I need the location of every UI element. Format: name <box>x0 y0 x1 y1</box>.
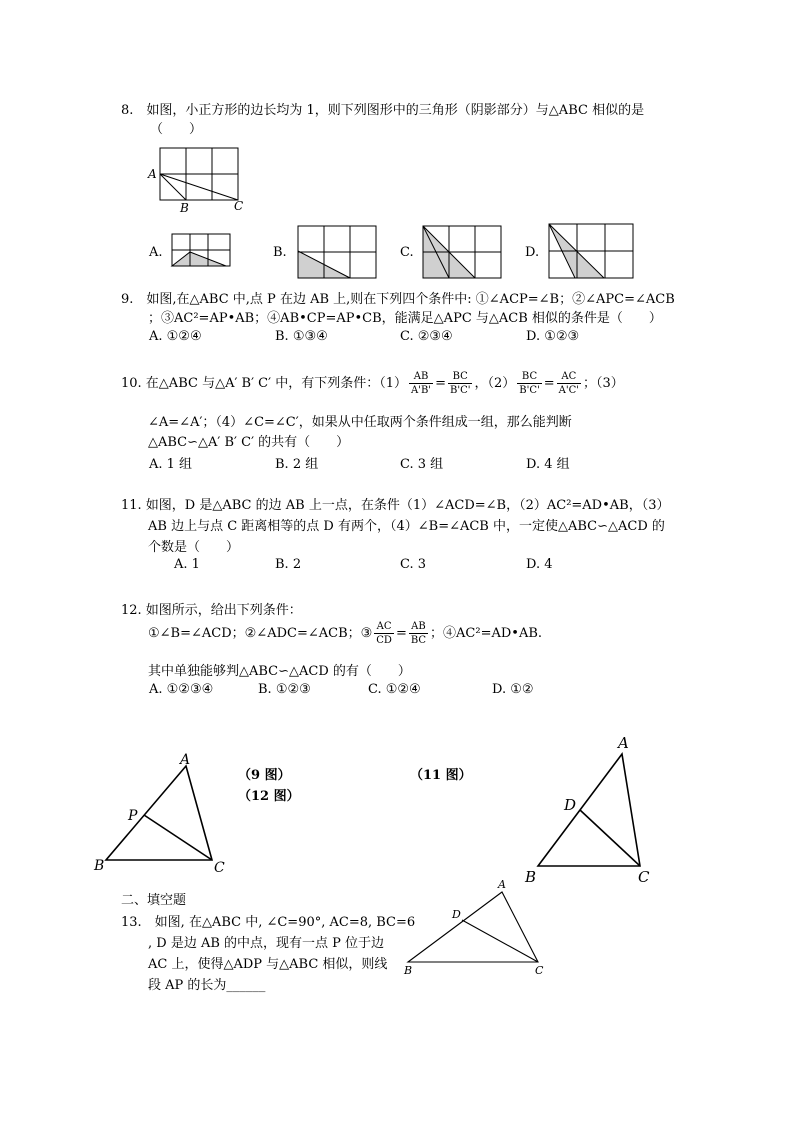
q12-option-a[interactable]: A. ①②③④ <box>149 682 214 697</box>
q8-option-d[interactable]: D. <box>525 245 540 260</box>
caption-fig11: （11 图） <box>410 768 472 783</box>
q11-line3: 个数是（ ） <box>148 540 240 555</box>
q11-line2: AB 边上与点 C 距离相等的点 D 有两个，（4）∠B=∠ACB 中，一定使△ABC∽△ACD 的 <box>148 519 665 534</box>
q12-frac1 <box>374 620 394 647</box>
q10-eq1: = <box>435 376 446 391</box>
q11-option-c[interactable]: C. 3 <box>400 557 427 572</box>
q8-line2: （ ） <box>150 122 203 137</box>
q12-option-c[interactable]: C. ①②④ <box>368 682 421 697</box>
fig9-triangle <box>90 748 240 878</box>
section2-title: 二、填空题 <box>121 893 187 908</box>
q12-line3: 其中单独能够判△ABC∽△ACD 的有（ ） <box>148 664 411 679</box>
q10-frac1 <box>409 370 433 397</box>
q10-frac4-den: A'C' <box>558 385 580 396</box>
fig11-label-d: D <box>564 796 577 814</box>
fig11-label-c: C <box>638 868 650 886</box>
q10-frac3-num: BC <box>517 370 542 384</box>
q8-option-c-figure <box>420 224 504 282</box>
q10-frac1-den: A'B' <box>410 385 432 396</box>
q10-frac1-num: AB <box>409 370 433 384</box>
q8-option-b-figure <box>295 224 379 282</box>
q8-option-b[interactable]: B. <box>273 245 287 260</box>
q8-option-c[interactable]: C. <box>400 245 414 260</box>
q8-option-d-figure <box>546 222 636 282</box>
q9-option-a[interactable]: A. ①②④ <box>149 329 202 344</box>
fig9-label-p: P <box>128 808 138 824</box>
q12-cond-b: ；④AC²=AD•AB. <box>430 626 543 641</box>
q11-option-a[interactable]: A. 1 <box>174 557 200 572</box>
q10-eq2: = <box>543 376 555 391</box>
q8-reference-figure <box>145 140 255 215</box>
q11-line1: 11. 如图，D 是△ABC 的边 AB 上一点，在条件（1）∠ACD=∠B，（2）AC²=AD•AB，（3） <box>121 498 670 513</box>
fig9-label-a: A <box>180 752 191 768</box>
q9-option-b[interactable]: B. ①③④ <box>275 329 328 344</box>
q8-option-a[interactable]: A. <box>149 245 163 260</box>
q10-frac2 <box>448 370 473 397</box>
q10-frac2-num: BC <box>448 370 473 384</box>
q13-line1: 13. 如图, 在△ABC 中, ∠C=90°, AC=8, BC=6 <box>121 915 416 930</box>
caption-fig9: （9 图） <box>238 768 291 783</box>
fig13-label-a: A <box>498 878 506 891</box>
q13-line2: , D 是边 AB 的中点，现有一点 P 位于边 <box>148 936 385 951</box>
q10-line1 <box>121 370 624 397</box>
fig11-label-b: B <box>525 868 537 886</box>
q10-option-a[interactable]: A. 1 组 <box>149 457 193 472</box>
q8-label-b: B <box>180 201 189 215</box>
q10-suffix: ；（3） <box>583 376 624 391</box>
fig11-label-a: A <box>618 734 629 752</box>
q12-option-d[interactable]: D. ①② <box>492 682 534 697</box>
q13-line4: 段 AP 的长为______ <box>148 978 266 993</box>
q12-cond-a: ①∠B=∠ACD；②∠ADC=∠ACB；③ <box>148 626 373 641</box>
q9-option-d[interactable]: D. ①②③ <box>526 329 580 344</box>
q8-label-c: C <box>234 199 244 213</box>
q12-line1: 12. 如图所示，给出下列条件： <box>121 603 302 618</box>
q10-frac4-num: AC <box>557 370 581 384</box>
fig11-triangle <box>520 732 660 892</box>
q12-eq: = <box>395 626 407 641</box>
q10-frac2-den: B'C' <box>449 385 471 396</box>
q8-line1: 8. 如图，小正方形的边长均为 1，则下列图形中的三角形（阴影部分）与△ABC 相似的是 <box>121 103 645 118</box>
q12-frac2-den: BC <box>410 635 427 646</box>
q10-frac4 <box>557 370 581 397</box>
q9-line2: ；③AC²=AP•AB；④AB•CP=AP•CB，能满足△APC 与△ACB 相似的条件是（ ） <box>148 311 662 326</box>
q11-option-b[interactable]: B. 2 <box>275 557 302 572</box>
q12-option-b[interactable]: B. ①②③ <box>258 682 311 697</box>
fig13-label-c: C <box>535 964 544 977</box>
fig9-label-c: C <box>214 860 225 876</box>
q11-option-d[interactable]: D. 4 <box>526 557 553 572</box>
q8-label-a: A <box>148 167 157 181</box>
q8-option-a-figure <box>170 232 232 272</box>
q12-frac2-num: AB <box>409 620 428 634</box>
fig13-label-d: D <box>452 908 461 921</box>
caption-fig12: （12 图） <box>238 789 300 804</box>
q10-prefix: 10. 在△ABC 与△A′ B′ C′ 中，有下列条件：（1） <box>121 376 407 391</box>
q12-frac1-den: CD <box>376 635 392 646</box>
q12-frac2 <box>409 620 428 647</box>
q12-line2 <box>148 620 542 647</box>
fig9-label-b: B <box>94 858 105 874</box>
q10-frac3 <box>517 370 542 397</box>
q10-line3: △ABC∽△A′ B′ C′ 的共有（ ） <box>148 435 350 450</box>
q12-frac1-num: AC <box>374 620 394 634</box>
q9-line1: 9. 如图,在△ABC 中,点 P 在边 AB 上,则在下列四个条件中: ①∠ACP=∠B；②∠APC=∠ACB <box>121 292 675 307</box>
fig13-label-b: B <box>404 964 413 977</box>
fig13-triangle <box>398 876 568 986</box>
q10-option-b[interactable]: B. 2 组 <box>275 457 319 472</box>
q13-line3: AC 上，使得△ADP 与△ABC 相似，则线 <box>148 957 388 972</box>
q10-option-d[interactable]: D. 4 组 <box>526 457 570 472</box>
q9-option-c[interactable]: C. ②③④ <box>400 329 453 344</box>
q10-mid: ，（2） <box>474 376 516 391</box>
q10-line2: ∠A=∠A′；（4）∠C=∠C′，如果从中任取两个条件组成一组，那么能判断 <box>148 415 572 430</box>
q10-frac3-den: B'C' <box>519 385 540 396</box>
q10-option-c[interactable]: C. 3 组 <box>400 457 444 472</box>
